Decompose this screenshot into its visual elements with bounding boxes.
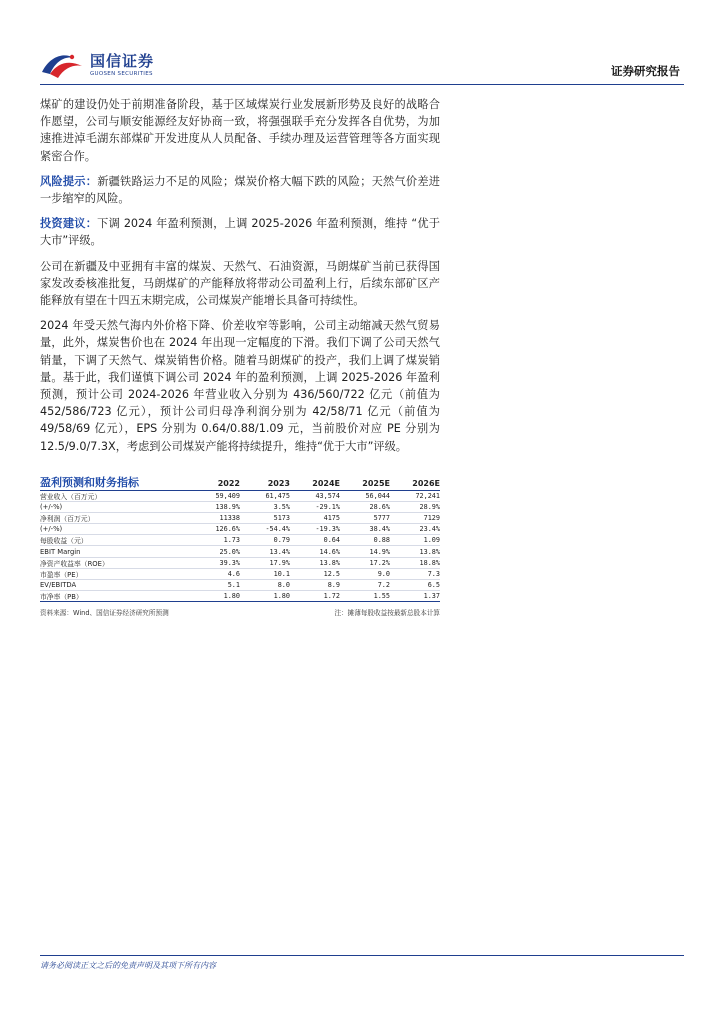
column-header: 2024E [312, 479, 340, 488]
table-cell: 5.1 [227, 580, 240, 589]
guosen-logo [40, 50, 154, 80]
table-row [40, 569, 440, 580]
table-cell: 61,475 [265, 492, 290, 501]
table-cell: 59,409 [215, 492, 240, 501]
table-cell: -19.3% [315, 525, 340, 534]
table-cell: 7129 [423, 514, 440, 523]
table-row [40, 580, 440, 591]
table-cell: 18.8% [419, 558, 440, 567]
table-title: 盈利预测和财务指标 [40, 476, 139, 489]
table-cell: 8.0 [277, 580, 290, 589]
column-header: 2025E [362, 479, 390, 488]
table-cell: 126.6% [215, 525, 240, 534]
table-row [40, 524, 440, 535]
table-cell: 4.6 [227, 569, 240, 578]
table-cell: 14.9% [369, 547, 390, 556]
row-label: EBIT Margin [40, 547, 81, 556]
table-row [40, 491, 440, 502]
table-cell: 1.72 [323, 591, 340, 600]
row-label: 市净率（PB） [40, 592, 83, 601]
table-header-row [40, 474, 440, 491]
logo-english-name: GUOSEN SECURITIES [90, 70, 153, 77]
table-cell: 23.4% [419, 525, 440, 534]
table-row [40, 546, 440, 557]
table-cell: 39.3% [219, 558, 240, 567]
row-label: 市盈率（PE） [40, 570, 83, 579]
column-header: 2022 [217, 479, 240, 488]
table-cell: 10.1 [273, 569, 290, 578]
table-cell: 4175 [323, 514, 340, 523]
table-cell: 3.5% [273, 503, 290, 512]
logo-chinese-name: 国信证券 [90, 51, 155, 70]
table-cell: 13.8% [319, 558, 340, 567]
table-cell: 12.5 [323, 569, 340, 578]
report-body [40, 96, 440, 463]
row-label: (+/-%) [40, 525, 63, 534]
table-cell: 5777 [373, 514, 390, 523]
table-cell: 5173 [273, 514, 290, 523]
footer-disclaimer: 请务必阅读正文之后的免责声明及其项下所有内容 [40, 961, 216, 970]
footer-divider [40, 955, 684, 956]
table-footnotes [40, 607, 440, 617]
table-cell: -29.1% [315, 503, 340, 512]
table-body [40, 491, 440, 602]
table-cell: 1.55 [373, 591, 390, 600]
table-cell: 72,241 [415, 492, 440, 501]
report-type-label: 证券研究报告 [611, 64, 680, 78]
table-cell: 1.73 [223, 536, 240, 545]
table-cell: 17.9% [269, 558, 290, 567]
table-cell: 38.4% [369, 525, 390, 534]
table-row [40, 502, 440, 513]
row-label: 每股收益（元） [40, 537, 88, 546]
row-label: 净利润（百万元） [40, 515, 95, 524]
paragraph-forecast-details: 2024 年受天然气海内外价格下降、价差收窄等影响，公司主动缩减天然气贸易量，此外，煤炭售价也在 2024 年出现一定幅度的下滑。我们下调了公司天然气销量，下调了天然气、煤炭销售价格。随着马朗煤矿的投产，我们上调了煤炭销量。基于此，我们谨慎下调公司 2024 年的盈利预测，上调 2025-2026 年盈利预测，预计公司 2024-2026 年营业收入分别为 436/560/722 亿元（前值为 452/586/723 亿元），预计公司归母净利润分别为 42/58/71 亿元（前值为 49/58/69 亿元），EPS 分别为 0.64/0.88/1.09 元，当前股价对应 PE 分别为 12.5/9.0/7.3X，考虑到公司煤炭产能将持续提升，维持“优于大市”评级。 [40, 319, 440, 453]
row-label: 净资产收益率（ROE） [40, 559, 109, 568]
table-cell: 1.80 [223, 591, 240, 600]
table-cell: 7.3 [427, 569, 440, 578]
header-divider [40, 84, 684, 85]
paragraph-coal-cooperation: 煤矿的建设仍处于前期准备阶段，基于区域煤炭行业发展新形势及良好的战略合作愿望，公司与顺安能源经友好协商一致，将强强联手充分发挥各自优势，为加速推进淖毛湖东部煤矿开发进度从人员配备、手续办理及运营管理等各方面实现紧密合作。 [40, 98, 440, 163]
risk-warning-label: 风险提示： [40, 174, 98, 188]
investment-advice-label: 投资建议： [40, 217, 98, 231]
row-label: EV/EBITDA [40, 580, 77, 589]
table-row [40, 535, 440, 546]
row-label: 营业收入（百万元） [40, 493, 102, 502]
table-cell: 9.0 [377, 569, 390, 578]
column-header: 2026E [412, 479, 440, 488]
table-cell: 1.09 [423, 536, 440, 545]
guosen-logo-icon [40, 50, 84, 80]
table-cell: 25.0% [219, 547, 240, 556]
table-cell: 138.9% [215, 503, 240, 512]
table-cell: 13.4% [269, 547, 290, 556]
table-cell: 28.9% [419, 503, 440, 512]
table-cell: 28.6% [369, 503, 390, 512]
table-cell: 43,574 [315, 492, 340, 501]
row-label: (+/-%) [40, 503, 63, 512]
table-cell: 0.79 [273, 536, 290, 545]
table-cell: 17.2% [369, 558, 390, 567]
table-cell: 1.80 [273, 591, 290, 600]
table-cell: 11338 [219, 514, 240, 523]
paragraph-risk-warning: 风险提示：新疆铁路运力不足的风险；煤炭价格大幅下跌的风险；天然气价差进一步缩窄的风险。 [40, 174, 440, 206]
table-cell: 7.2 [377, 580, 390, 589]
table-cell: 56,044 [365, 492, 390, 501]
table-cell: 6.5 [427, 580, 440, 589]
table-cell: 0.64 [323, 536, 340, 545]
table-cell: 13.8% [419, 547, 440, 556]
column-header: 2023 [267, 479, 290, 488]
paragraph-investment-advice: 投资建议：下调 2024 年盈利预测，上调 2025-2026 年盈利预测，维持 “优于大市”评级。 [40, 217, 440, 248]
financial-forecast-table [40, 474, 440, 617]
table-row [40, 591, 440, 602]
table-cell: -54.4% [265, 525, 290, 534]
table-cell: 8.9 [327, 580, 340, 589]
table-cell: 1.37 [423, 591, 440, 600]
table-row [40, 513, 440, 524]
source-note: 资料来源：Wind、国信证券经济研究所预测 [40, 608, 169, 617]
table-cell: 0.88 [373, 536, 390, 545]
table-row [40, 558, 440, 569]
table-cell: 14.6% [319, 547, 340, 556]
eps-note: 注：摊薄每股收益按最新总股本计算 [334, 608, 440, 617]
paragraph-company-resources: 公司在新疆及中亚拥有丰富的煤炭、天然气、石油资源，马朗煤矿当前已获得国家发改委核准批复，马朗煤矿的产能释放将带动公司盈利上行，后续东部矿区产能释放有望在十四五末期完成，公司煤炭产能增长具备可持续性。 [40, 259, 440, 308]
page-header [40, 50, 684, 86]
